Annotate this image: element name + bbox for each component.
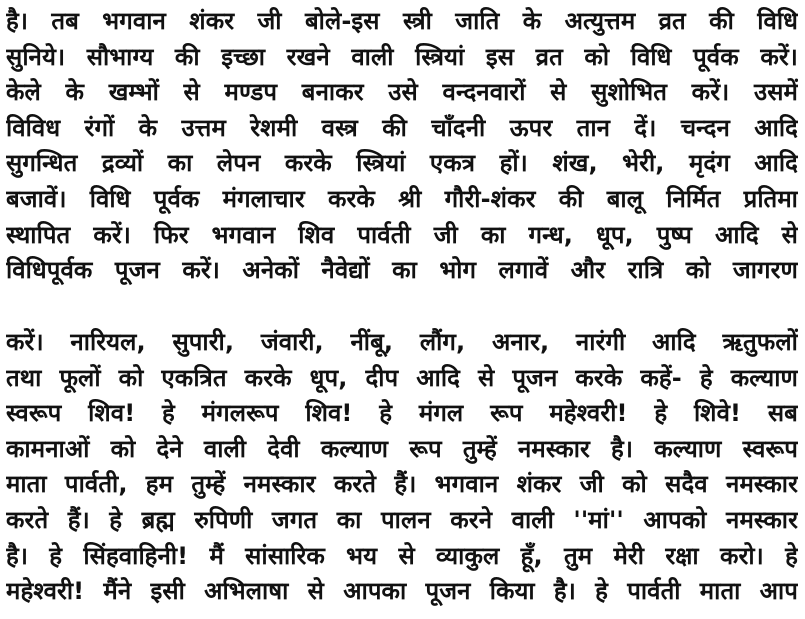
text-line: है। हे सिंहवाहिनी! मैं सांसारिक भय से व्याकुल हूँ, तुम मेरी रक्षा करो। हे xyxy=(6,541,798,570)
text-line: कामनाओं को देने वाली देवी कल्याण रूप तुम्हें नमस्कार है। कल्याण स्वरूप xyxy=(6,434,798,463)
text-line: विधिपूर्वक पूजन करें। अनेकों नैवेद्यों का भोग लगावें और रात्रि को जागरण xyxy=(6,256,798,285)
paragraph-block-1 xyxy=(6,4,798,289)
text-line: विविध रंगों के उत्तम रेशमी वस्त्र की चाँदनी ऊपर तान दें। चन्दन आदि xyxy=(6,113,798,142)
page-break-gap xyxy=(0,318,805,324)
text-line: तथा फूलों को एकत्रित करके धूप, दीप आदि से पूजन करके कहें- हे कल्याण xyxy=(6,363,798,392)
text-line: महेश्वरी! मैंने इसी अभिलाषा से आपका पूजन किया है। हे पार्वती माता आप xyxy=(6,577,798,606)
text-line: करते हैं। हे ब्रह्म रुपिणी जगत का पालन करने वाली ''मां'' आपको नमस्कार xyxy=(6,505,798,534)
paragraph-block-2 xyxy=(6,325,798,610)
text-line: बजावें। विधि पूर्वक मंगलाचार करके श्री गौरी-शंकर की बालू निर्मित प्रतिमा xyxy=(6,184,798,213)
text-line: केले के खम्भों से मण्डप बनाकर उसे वन्दनवारों से सुशोभित करें। उसमें xyxy=(6,78,798,107)
text-line: माता पार्वती, हम तुम्हें नमस्कार करते हैं। भगवान शंकर जी को सदैव नमस्कार xyxy=(6,470,798,499)
text-line: करें। नारियल, सुपारी, जंवारी, नींबू, लौंग, अनार, नारंगी आदि ऋतुफलों xyxy=(6,328,798,356)
text-line: है। तब भगवान शंकर जी बोले-इस स्त्री जाति के अत्युत्तम व्रत की विधि xyxy=(6,7,798,35)
text-line: सुनिये। सौभाग्य की इच्छा रखने वाली स्त्रियां इस व्रत को विधि पूर्वक करें। xyxy=(6,42,798,71)
text-line: स्वरूप शिव! हे मंगलरूप शिव! हे मंगल रूप महेश्वरी! हे शिवे! सब xyxy=(6,399,798,428)
text-line: स्थापित करें। फिर भगवान शिव पार्वती जी का गन्ध, धूप, पुष्प आदि से xyxy=(6,220,798,249)
text-line: सुगन्धित द्रव्यों का लेपन करके स्त्रियां एकत्र हों। शंख, भेरी, मृदंग आदि xyxy=(6,149,798,178)
